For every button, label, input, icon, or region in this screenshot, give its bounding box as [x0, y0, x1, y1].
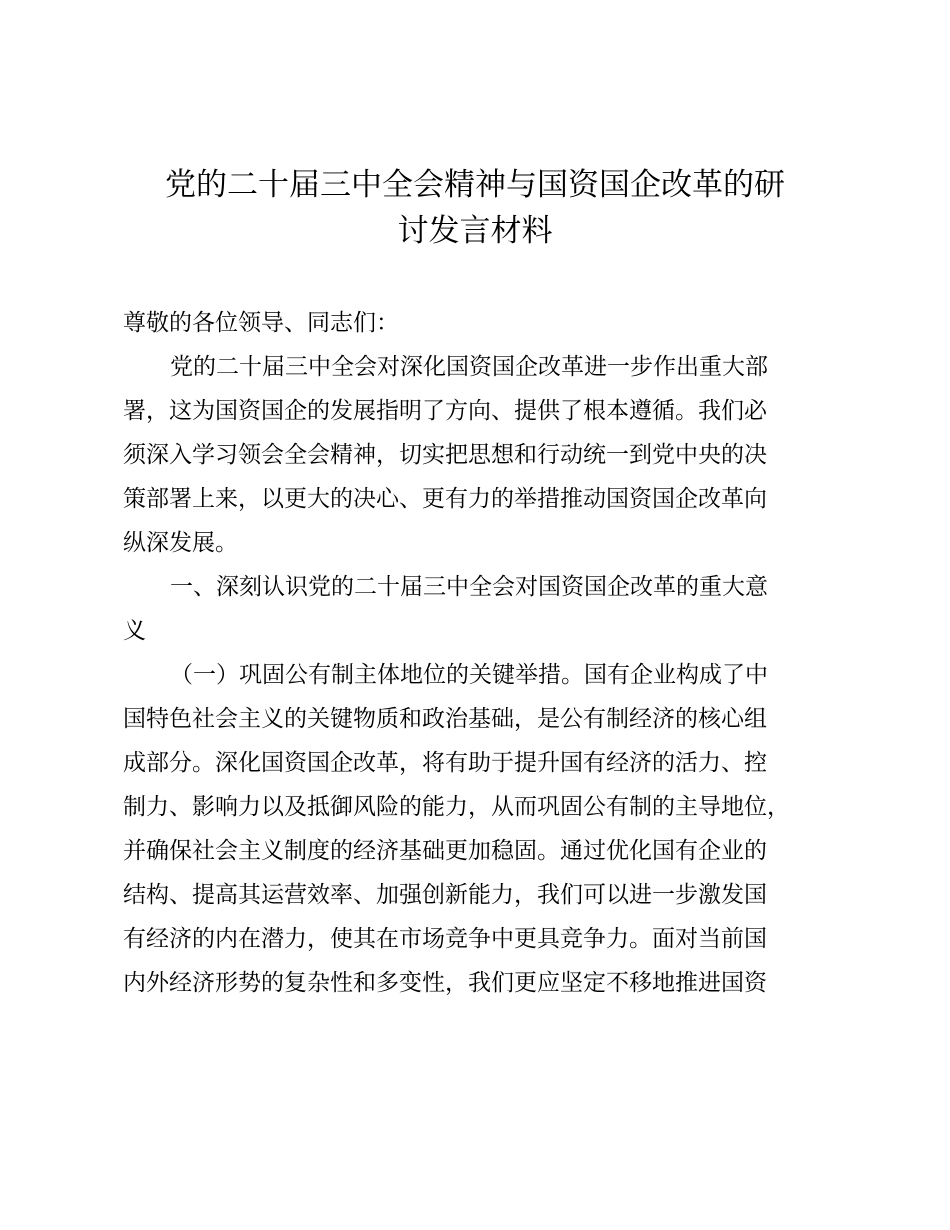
section-heading-1-line-1: 一、深刻认识党的二十届三中全会对国资国企改革的重大意	[170, 574, 768, 600]
paragraph-1-line-4: 策部署上来，以更大的决心、更有力的举措推动国资国企改革向	[123, 486, 767, 512]
paragraph-1-line-5: 纵深发展。	[123, 530, 238, 556]
document-title-line-2: 讨发言材料	[397, 213, 553, 249]
paragraph-1-line-3: 须深入学习领会全会精神，切实把思想和行动统一到党中央的决	[123, 442, 767, 468]
paragraph-2-line-3: 成部分。深化国资国企改革，将有助于提升国有经济的活力、控	[123, 750, 767, 776]
paragraph-2-line-5: 并确保社会主义制度的经济基础更加稳固。通过优化国有企业的	[123, 838, 767, 864]
paragraph-2-line-2: 国特色社会主义的关键物质和政治基础，是公有制经济的核心组	[123, 706, 767, 732]
section-heading-1-line-2: 义	[123, 618, 146, 644]
salutation: 尊敬的各位领导、同志们：	[123, 310, 399, 336]
paragraph-2-line-7: 有经济的内在潜力，使其在市场竞争中更具竞争力。面对当前国	[123, 926, 767, 952]
document-title-line-1: 党的二十届三中全会精神与国资国企改革的研	[165, 167, 785, 203]
paragraph-2-line-6: 结构、提高其运营效率、加强创新能力，我们可以进一步激发国	[123, 882, 767, 908]
paragraph-1-line-1: 党的二十届三中全会对深化国资国企改革进一步作出重大部	[170, 354, 768, 380]
paragraph-2-line-1: （一）巩固公有制主体地位的关键举措。国有企业构成了中	[170, 662, 768, 688]
paragraph-2-line-4: 制力、影响力以及抵御风险的能力，从而巩固公有制的主导地位，	[123, 794, 790, 820]
paragraph-2-line-8: 内外经济形势的复杂性和多变性，我们更应坚定不移地推进国资	[123, 970, 767, 996]
paragraph-1-line-2: 署，这为国资国企的发展指明了方向、提供了根本遵循。我们必	[123, 398, 767, 424]
